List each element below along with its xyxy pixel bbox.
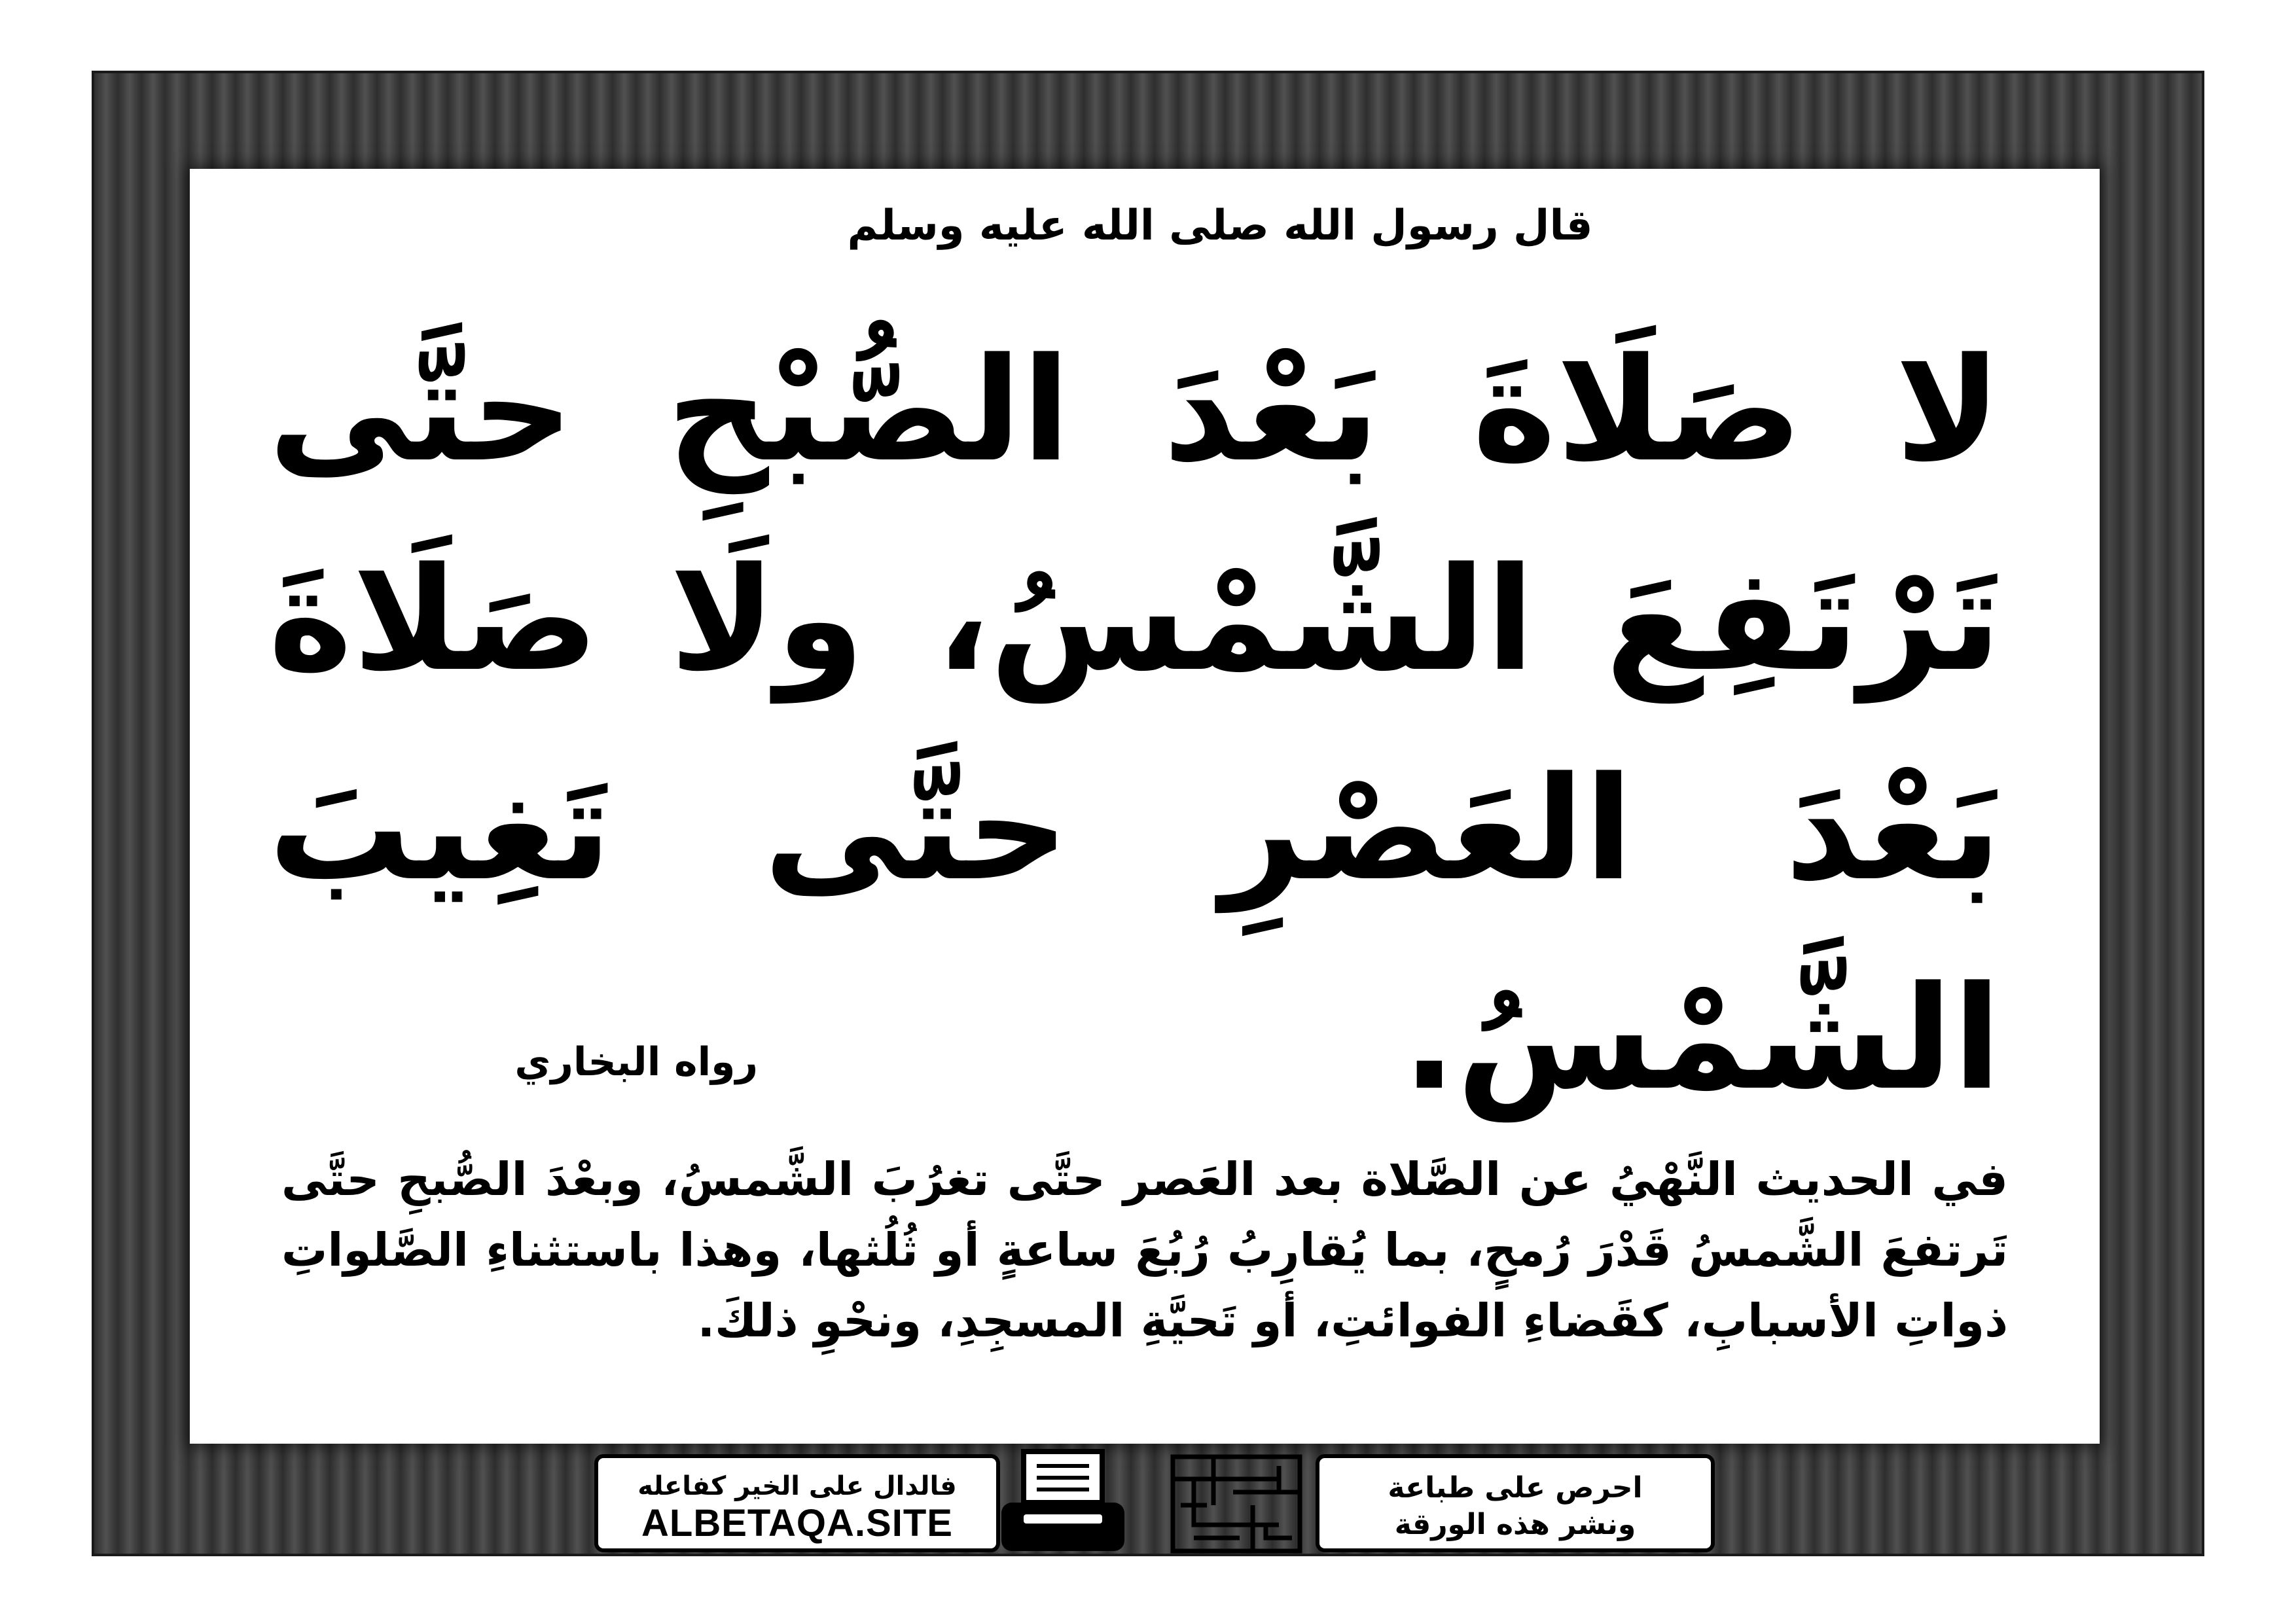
footer-print-line2: ونشر هذه الورقة (1394, 1508, 1636, 1541)
footer-site-box (594, 1454, 1000, 1552)
hadith-source: رواه البخاري (514, 1039, 758, 1085)
footer-site-link[interactable]: ALBETAQA.SITE (641, 1502, 953, 1544)
intro-line: قال رسول الله صلى الله عليه وسلم (847, 202, 1593, 250)
footer-tagline: فالدال على الخير كفاعله (637, 1471, 957, 1501)
footer-print-box (1316, 1454, 1715, 1552)
hadith-text: لا صَلَاةَ بَعْدَ الصُّبْحِ حتَّى تَرْتَفِعَ الشَّمْسُ، ولَا صَلَاةَ بَعْدَ العَصْرِ حتَّى تَغِيبَ الشَّمْسُ. (268, 328, 2001, 1122)
footer-print-line1: احرص على طباعة (1388, 1471, 1643, 1505)
dawah-logo (1168, 1453, 1305, 1554)
content-panel (190, 169, 2100, 1444)
hadith-explanation: في الحديث النَّهْيُ عن الصَّلاة بعد العَصر حتَّى تغرُبَ الشَّمسُ، وبعْدَ الصُّبحِ حتَّى تَرتفعَ الشَّمسُ قَدْرَ رُمحٍ، بما يُقارِبُ رُبُعَ ساعةٍ أو ثُلُثها، وهذا باستثناءِ الصَّلواتِ ذواتِ الأسبابِ، كقَضاءِ الفوائتِ، أو تَحيَّةِ المسجِدِ، ونحْوِ ذلكَ. (281, 1152, 2008, 1347)
printer-icon (997, 1449, 1128, 1558)
